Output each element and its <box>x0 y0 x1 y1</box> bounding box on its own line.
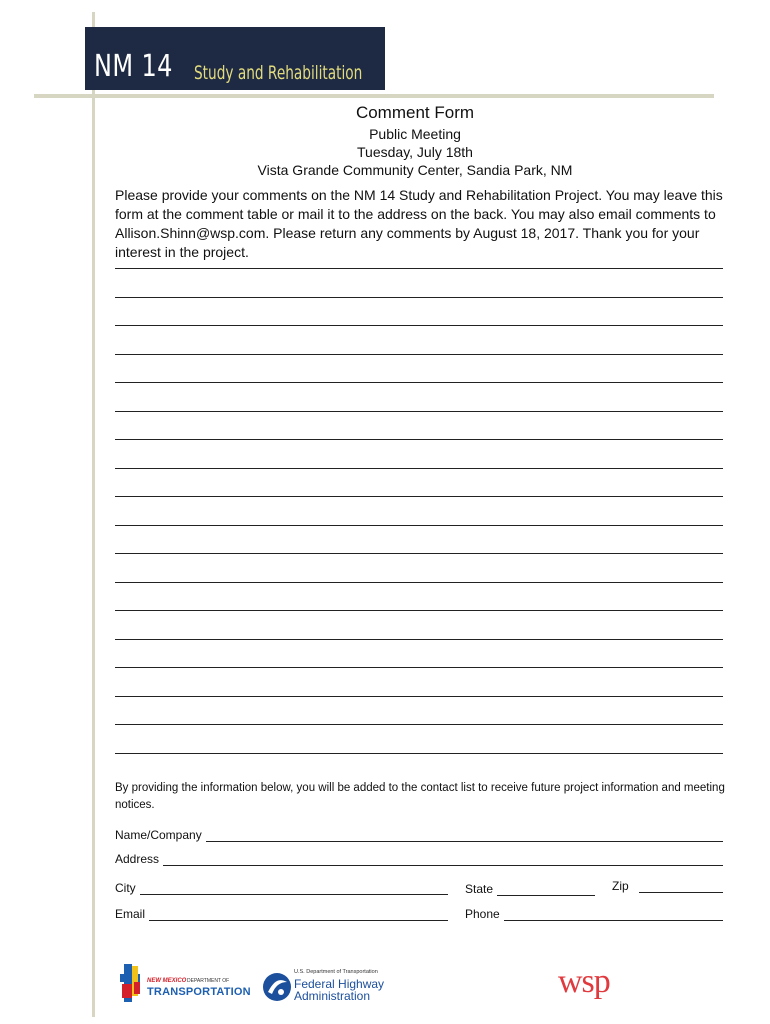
dot-emblem-icon <box>262 972 292 1002</box>
email-field[interactable] <box>115 907 448 921</box>
fhwa-logo <box>262 968 392 1004</box>
city-field[interactable] <box>115 881 448 895</box>
frame-horizontal-line <box>34 94 714 98</box>
state-line[interactable] <box>497 885 595 896</box>
comment-line[interactable] <box>115 582 723 583</box>
comment-line[interactable] <box>115 325 723 326</box>
wsp-logo <box>558 963 628 1003</box>
comment-line[interactable] <box>115 610 723 611</box>
email-label: Email <box>115 907 146 921</box>
comment-line[interactable] <box>115 468 723 469</box>
wsp-wordmark: wsp <box>558 963 610 1000</box>
form-title: Comment Form <box>355 103 475 122</box>
phone-label: Phone <box>465 907 500 921</box>
zip-line[interactable] <box>639 882 723 893</box>
comment-line[interactable] <box>115 439 723 440</box>
meeting-date: Tuesday, July 18th <box>357 144 473 160</box>
city-label: City <box>115 881 136 895</box>
nmdot-logo <box>120 962 251 1004</box>
comment-line[interactable] <box>115 525 723 526</box>
nmdot-state: NEW MEXICO <box>147 978 187 984</box>
nmdot-name: TRANSPORTATION <box>147 986 251 998</box>
name-company-label: Name/Company <box>115 828 202 842</box>
nmdot-dept: DEPARTMENT OF <box>187 978 230 984</box>
zip-field[interactable] <box>612 879 723 893</box>
fhwa-dept: U.S. Department of Transportation <box>294 969 378 975</box>
contact-notice: By providing the information below, you will be added to the contact list to receive future project information and meeting notices. <box>115 782 725 811</box>
comment-line[interactable] <box>115 696 723 697</box>
route-name: NM 14 <box>94 49 173 84</box>
city-line[interactable] <box>140 884 448 895</box>
state-label: State <box>465 882 494 896</box>
meeting-type: Public Meeting <box>369 126 461 142</box>
address-field[interactable] <box>115 852 723 866</box>
comment-line[interactable] <box>115 297 723 298</box>
address-label: Address <box>115 852 160 866</box>
name-company-field[interactable] <box>115 828 723 842</box>
phone-line[interactable] <box>504 910 723 921</box>
comment-line[interactable] <box>115 411 723 412</box>
fhwa-name-1: Federal Highway <box>294 977 385 991</box>
comment-line[interactable] <box>115 354 723 355</box>
fhwa-name-2: Administration <box>294 989 371 1003</box>
comment-line[interactable] <box>115 639 723 640</box>
comment-line[interactable] <box>115 667 723 668</box>
address-line[interactable] <box>163 855 723 866</box>
state-field[interactable] <box>465 882 595 896</box>
phone-field[interactable] <box>465 907 723 921</box>
comment-line[interactable] <box>115 724 723 725</box>
intro-paragraph: Please provide your comments on the NM 14 Study and Rehabilitation Project. You may leave this form at the comment table or mail it to the address on the back. You may also email comments to Allison.Shinn@wsp.com. Please return any comments by August 18, 2017. Thank you for your interest in the project. <box>115 187 723 260</box>
project-banner <box>85 27 385 90</box>
name-company-line[interactable] <box>206 831 723 842</box>
email-line[interactable] <box>149 910 448 921</box>
comment-line[interactable] <box>115 268 723 269</box>
zip-label: Zip <box>612 879 629 893</box>
comment-line[interactable] <box>115 553 723 554</box>
comment-line[interactable] <box>115 496 723 497</box>
meeting-location: Vista Grande Community Center, Sandia Park, NM <box>257 162 573 178</box>
project-subtitle: Study and Rehabilitation <box>194 62 363 84</box>
comment-line[interactable] <box>115 382 723 383</box>
comment-line[interactable] <box>115 753 723 754</box>
